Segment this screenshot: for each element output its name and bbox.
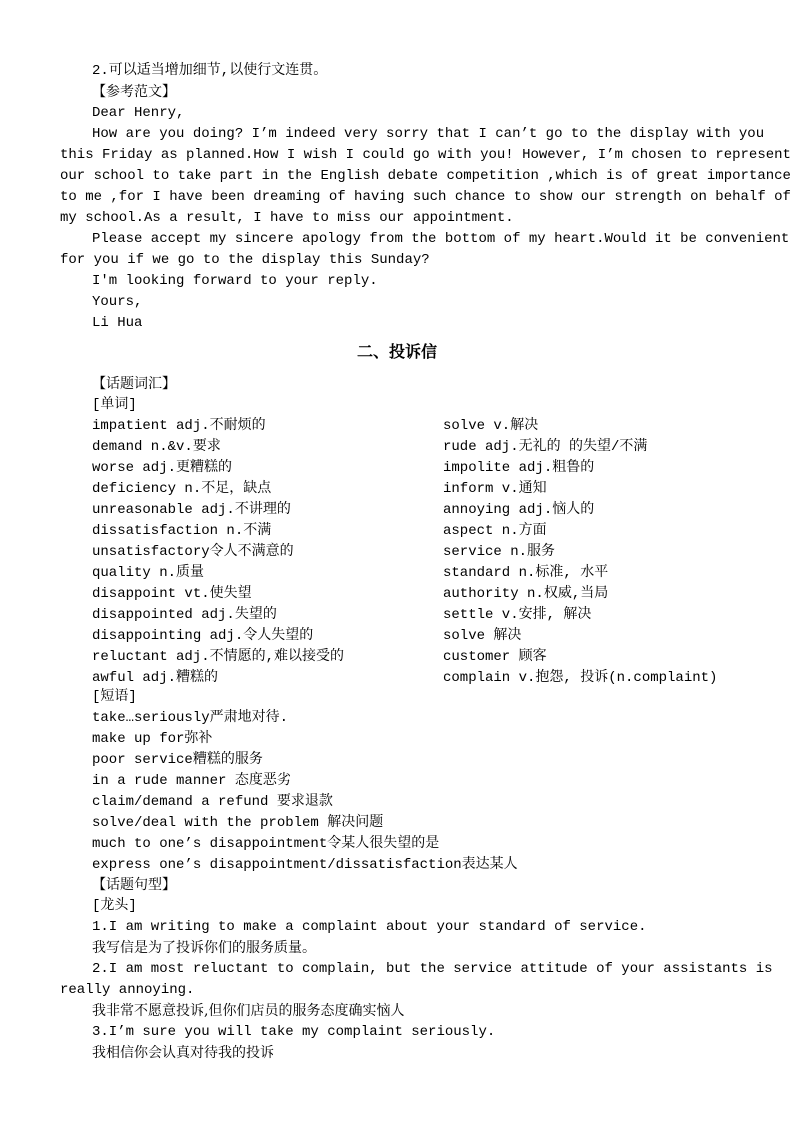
word-left: disappoint vt.使失望 (92, 586, 252, 602)
word-left: dissatisfaction n.不满 (92, 523, 272, 539)
phrase-item: solve/deal with the problem 解决问题 (92, 815, 384, 831)
opening-label: [龙头] (92, 898, 137, 914)
sentence-3-zh: 我相信你会认真对待我的投诉 (92, 1045, 274, 1061)
topic-vocab-label: 【话题词汇】 (92, 376, 176, 392)
word-left: demand n.&v.要求 (92, 439, 221, 455)
writing-tip-2: 2.可以适当增加细节,以使行文连贯。 (92, 63, 328, 79)
sample-essay-label: 【参考范文】 (92, 84, 176, 100)
phrase-item: much to one’s disappointment令某人很失望的是 (92, 836, 440, 852)
sentence-3-en: 3.I’m sure you will take my complaint seriously. (92, 1024, 496, 1040)
sentence-2-zh: 我非常不愿意投诉,但你们店员的服务态度确实恼人 (92, 1003, 405, 1019)
word-right: annoying adj.恼人的 (443, 502, 595, 518)
sentence-1-zh: 我写信是为了投诉你们的服务质量。 (92, 940, 316, 956)
word-right: settle v.安排, 解决 (443, 607, 592, 623)
word-right: complain v.抱怨, 投诉(n.complaint) (443, 670, 718, 686)
word-left: disappointing adj.令人失望的 (92, 628, 314, 644)
word-right: aspect n.方面 (443, 523, 547, 539)
word-left: impatient adj.不耐烦的 (92, 418, 266, 434)
phrase-item: poor service糟糕的服务 (92, 752, 263, 768)
word-left: deficiency n.不足，缺点 (92, 481, 272, 497)
word-left: unreasonable adj.不讲理的 (92, 502, 291, 518)
words-label: [单词] (92, 397, 137, 413)
word-right: customer 顾客 (443, 649, 547, 665)
letter-p1-line: to me ,for I have been dreaming of having such chance to show our strength on behalf of (60, 189, 791, 205)
letter-p1-line: my school.As a result, I have to miss our appointment. (60, 210, 514, 226)
word-left: awful adj.糟糕的 (92, 670, 219, 686)
word-left: disappointed adj.失望的 (92, 607, 277, 623)
letter-p2-line: Please accept my sincere apology from the bottom of my heart.Would it be convenient (92, 231, 790, 247)
sentence-2-en-cont: really annoying. (60, 982, 195, 998)
word-right: solve 解决 (443, 628, 522, 644)
phrase-item: make up for弥补 (92, 731, 213, 747)
word-left: worse adj.更糟糕的 (92, 460, 233, 476)
word-right: impolite adj.粗鲁的 (443, 460, 595, 476)
letter-signature: Li Hua (92, 315, 143, 331)
word-right: authority n.权威,当局 (443, 586, 609, 602)
letter-p1-line: our school to take part in the English debate competition ,which is of great importance (60, 168, 791, 184)
letter-salutation: Dear Henry, (92, 105, 185, 121)
phrase-item: take…seriously严肃地对待. (92, 710, 289, 726)
word-right: rude adj.无礼的 的失望/不满 (443, 439, 648, 455)
word-right: inform v.通知 (443, 481, 547, 497)
phrase-item: in a rude manner 态度恶劣 (92, 773, 291, 789)
letter-p2-line: for you if we go to the display this Sunday? (60, 252, 430, 268)
phrase-item: claim/demand a refund 要求退款 (92, 794, 333, 810)
letter-closing: Yours, (92, 294, 143, 310)
word-right: standard n.标准, 水平 (443, 565, 609, 581)
word-left: quality n.质量 (92, 565, 205, 581)
sentence-1-en: 1.I am writing to make a complaint about your standard of service. (92, 919, 647, 935)
section-title: 二、投诉信 (356, 342, 437, 361)
letter-p1-line: How are you doing? I’m indeed very sorry that I can’t go to the display with you (92, 126, 765, 142)
letter-p1-line: this Friday as planned.How I wish I could go with you! However, I’m chosen to represent (60, 147, 791, 163)
word-right: solve v.解决 (443, 418, 539, 434)
word-right: service n.服务 (443, 544, 556, 560)
phrase-item: express one’s disappointment/dissatisfaction表达某人 (92, 857, 518, 873)
topic-patterns-label: 【话题句型】 (92, 877, 176, 893)
word-left: reluctant adj.不情愿的,难以接受的 (92, 649, 345, 665)
phrases-label: [短语] (92, 689, 137, 705)
letter-p3: I'm looking forward to your reply. (92, 273, 378, 289)
sentence-2-en: 2.I am most reluctant to complain, but the service attitude of your assistants is (92, 961, 773, 977)
word-left: unsatisfactory令人不满意的 (92, 544, 294, 560)
